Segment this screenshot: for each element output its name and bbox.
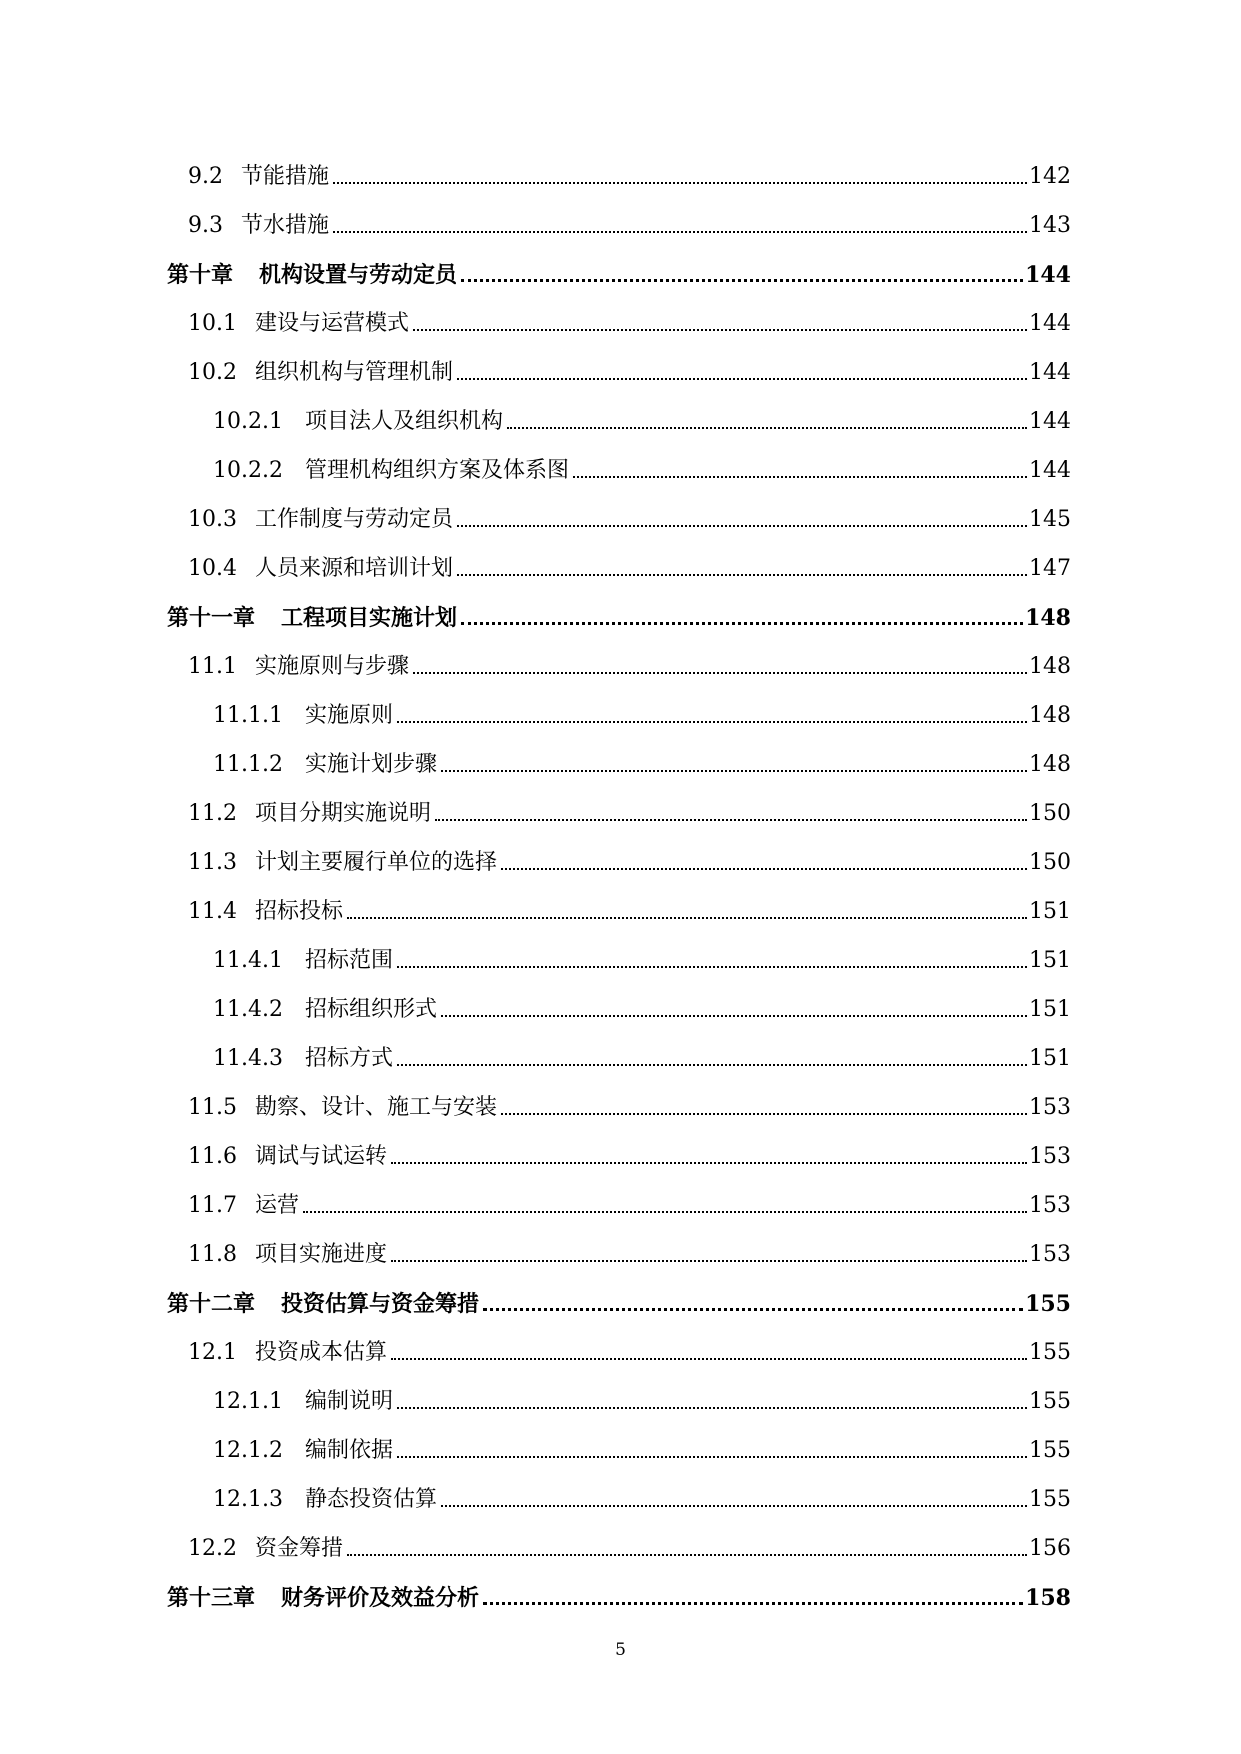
toc-entry-title: 招标方式 xyxy=(304,1046,393,1071)
toc-entry-number: 10.4 xyxy=(188,556,237,581)
toc-entry-title: 勘察、设计、施工与安装 xyxy=(254,1095,497,1120)
toc-dot-leader xyxy=(303,1211,1027,1213)
toc-chapter-entry[interactable] xyxy=(167,582,1071,631)
toc-entry-title: 项目分期实施说明 xyxy=(254,801,431,826)
toc-entry-page: 144 xyxy=(1029,458,1071,483)
toc-entry-number: 10.2.1 xyxy=(213,409,283,434)
toc-entry-page: 155 xyxy=(1029,1340,1071,1365)
toc-entry-page: 155 xyxy=(1025,1291,1071,1317)
toc-entry[interactable] xyxy=(167,876,1071,925)
toc-entry-title: 节能措施 xyxy=(241,164,330,189)
toc-entry-page: 153 xyxy=(1029,1193,1071,1218)
toc-dot-leader xyxy=(397,721,1027,723)
toc-entry-title: 项目法人及组织机构 xyxy=(304,409,503,434)
toc-dot-leader xyxy=(347,917,1027,919)
toc-entry-title: 调试与试运转 xyxy=(254,1144,387,1169)
toc-entry-page: 148 xyxy=(1029,752,1071,777)
toc-entry-page: 158 xyxy=(1025,1585,1071,1611)
toc-entry-number: 10.2.2 xyxy=(213,458,283,483)
toc-entry-title: 实施计划步骤 xyxy=(304,752,437,777)
toc-entry[interactable] xyxy=(167,925,1071,974)
toc-entry-page: 151 xyxy=(1029,948,1071,973)
toc-entry-title: 静态投资估算 xyxy=(304,1487,437,1512)
toc-dot-leader xyxy=(483,1308,1023,1311)
toc-dot-leader xyxy=(483,1602,1023,1605)
toc-entry-title: 投资成本估算 xyxy=(254,1340,387,1365)
table-of-contents xyxy=(167,141,1071,1611)
toc-entry-page: 143 xyxy=(1029,213,1071,238)
toc-entry-number: 第十一章 xyxy=(167,605,256,631)
toc-entry-title: 运营 xyxy=(254,1193,299,1218)
page-number: 5 xyxy=(615,1640,626,1660)
toc-dot-leader xyxy=(441,770,1027,772)
toc-entry-title: 招标范围 xyxy=(304,948,393,973)
toc-entry-number: 11.5 xyxy=(188,1095,237,1120)
toc-dot-leader xyxy=(457,378,1027,380)
toc-entry-number: 11.3 xyxy=(188,850,237,875)
toc-entry-page: 144 xyxy=(1029,409,1071,434)
toc-dot-leader xyxy=(397,1407,1027,1409)
toc-entry[interactable] xyxy=(167,1072,1071,1121)
toc-entry-page: 148 xyxy=(1029,654,1071,679)
toc-entry-title: 计划主要履行单位的选择 xyxy=(254,850,497,875)
toc-dot-leader xyxy=(457,574,1027,576)
toc-entry[interactable] xyxy=(167,680,1071,729)
toc-entry-page: 153 xyxy=(1029,1144,1071,1169)
toc-entry[interactable] xyxy=(167,1366,1071,1415)
toc-dot-leader xyxy=(391,1162,1027,1164)
toc-dot-leader xyxy=(501,1113,1027,1115)
toc-entry[interactable] xyxy=(167,1121,1071,1170)
toc-entry-page: 153 xyxy=(1029,1095,1071,1120)
toc-entry-number: 12.1.1 xyxy=(213,1389,283,1414)
toc-dot-leader xyxy=(397,966,1027,968)
toc-entry[interactable] xyxy=(167,1464,1071,1513)
toc-entry-number: 9.3 xyxy=(188,213,223,238)
toc-entry-number: 11.1 xyxy=(188,654,237,679)
toc-entry-title: 机构设置与劳动定员 xyxy=(259,262,458,288)
toc-entry[interactable] xyxy=(167,1317,1071,1366)
toc-entry-number: 10.2 xyxy=(188,360,237,385)
toc-entry-title: 投资估算与资金筹措 xyxy=(281,1291,480,1317)
toc-dot-leader xyxy=(441,1015,1027,1017)
toc-entry[interactable] xyxy=(167,1023,1071,1072)
toc-dot-leader xyxy=(413,329,1027,331)
toc-entry-page: 155 xyxy=(1029,1438,1071,1463)
toc-dot-leader xyxy=(461,622,1023,625)
toc-entry-number: 12.2 xyxy=(188,1536,237,1561)
toc-entry-title: 招标组织形式 xyxy=(304,997,437,1022)
toc-entry-number: 第十二章 xyxy=(167,1291,256,1317)
toc-entry[interactable] xyxy=(167,778,1071,827)
toc-entry[interactable] xyxy=(167,484,1071,533)
toc-chapter-entry[interactable] xyxy=(167,1268,1071,1317)
toc-entry-number: 11.4 xyxy=(188,899,237,924)
toc-entry-title: 编制说明 xyxy=(304,1389,393,1414)
toc-chapter-entry[interactable] xyxy=(167,239,1071,288)
toc-chapter-entry[interactable] xyxy=(167,1562,1071,1611)
toc-entry-page: 145 xyxy=(1029,507,1071,532)
toc-entry-title: 实施原则与步骤 xyxy=(254,654,409,679)
toc-dot-leader xyxy=(347,1554,1027,1556)
toc-dot-leader xyxy=(435,819,1027,821)
toc-dot-leader xyxy=(397,1064,1027,1066)
toc-dot-leader xyxy=(457,525,1027,527)
toc-entry[interactable] xyxy=(167,190,1071,239)
toc-entry[interactable] xyxy=(167,435,1071,484)
toc-entry[interactable] xyxy=(167,1415,1071,1464)
toc-entry-number: 11.6 xyxy=(188,1144,237,1169)
toc-entry[interactable] xyxy=(167,386,1071,435)
toc-entry[interactable] xyxy=(167,1170,1071,1219)
toc-entry-number: 第十三章 xyxy=(167,1585,256,1611)
toc-entry-number: 12.1.2 xyxy=(213,1438,283,1463)
toc-entry-title: 组织机构与管理机制 xyxy=(254,360,453,385)
toc-entry-number: 12.1 xyxy=(188,1340,237,1365)
toc-entry-title: 编制依据 xyxy=(304,1438,393,1463)
toc-dot-leader xyxy=(573,476,1027,478)
toc-dot-leader xyxy=(391,1358,1027,1360)
toc-entry-page: 142 xyxy=(1029,164,1071,189)
toc-dot-leader xyxy=(413,672,1027,674)
toc-entry[interactable] xyxy=(167,827,1071,876)
toc-entry-number: 11.7 xyxy=(188,1193,237,1218)
toc-entry-title: 招标投标 xyxy=(254,899,343,924)
toc-entry-page: 151 xyxy=(1029,1046,1071,1071)
toc-entry-page: 155 xyxy=(1029,1389,1071,1414)
toc-entry-page: 151 xyxy=(1029,997,1071,1022)
toc-entry[interactable] xyxy=(167,141,1071,190)
toc-entry-title: 工程项目实施计划 xyxy=(281,605,458,631)
toc-entry-number: 12.1.3 xyxy=(213,1487,283,1512)
toc-entry-page: 144 xyxy=(1025,262,1071,288)
toc-entry-number: 11.8 xyxy=(188,1242,237,1267)
toc-entry-page: 148 xyxy=(1025,605,1071,631)
toc-entry-page: 147 xyxy=(1029,556,1071,581)
toc-dot-leader xyxy=(441,1505,1027,1507)
toc-entry-number: 11.4.1 xyxy=(213,948,283,973)
toc-entry-number: 11.1.2 xyxy=(213,752,283,777)
toc-entry-page: 150 xyxy=(1029,850,1071,875)
toc-entry-page: 153 xyxy=(1029,1242,1071,1267)
toc-entry-page: 144 xyxy=(1029,311,1071,336)
toc-entry-title: 管理机构组织方案及体系图 xyxy=(304,458,569,483)
toc-entry-title: 人员来源和培训计划 xyxy=(254,556,453,581)
toc-entry-title: 实施原则 xyxy=(304,703,393,728)
toc-entry-number: 11.1.1 xyxy=(213,703,283,728)
toc-entry[interactable] xyxy=(167,1513,1071,1562)
toc-entry-page: 144 xyxy=(1029,360,1071,385)
toc-dot-leader xyxy=(391,1260,1027,1262)
toc-entry[interactable] xyxy=(167,729,1071,778)
toc-entry-page: 151 xyxy=(1029,899,1071,924)
toc-entry-number: 11.4.3 xyxy=(213,1046,283,1071)
toc-entry-number: 第十章 xyxy=(167,262,234,288)
toc-entry-number: 9.2 xyxy=(188,164,223,189)
toc-entry[interactable] xyxy=(167,533,1071,582)
toc-entry-page: 150 xyxy=(1029,801,1071,826)
toc-entry[interactable] xyxy=(167,631,1071,680)
toc-entry[interactable] xyxy=(167,974,1071,1023)
toc-entry-page: 155 xyxy=(1029,1487,1071,1512)
toc-entry-page: 148 xyxy=(1029,703,1071,728)
toc-entry-title: 资金筹措 xyxy=(254,1536,343,1561)
toc-entry[interactable] xyxy=(167,337,1071,386)
toc-entry-number: 11.4.2 xyxy=(213,997,283,1022)
toc-dot-leader xyxy=(461,279,1023,282)
toc-dot-leader xyxy=(397,1456,1027,1458)
toc-entry-title: 建设与运营模式 xyxy=(254,311,409,336)
toc-entry-title: 工作制度与劳动定员 xyxy=(254,507,453,532)
toc-entry-page: 156 xyxy=(1029,1536,1071,1561)
toc-entry-title: 财务评价及效益分析 xyxy=(281,1585,480,1611)
toc-entry-title: 节水措施 xyxy=(241,213,330,238)
toc-entry[interactable] xyxy=(167,288,1071,337)
toc-entry-title: 项目实施进度 xyxy=(254,1242,387,1267)
toc-dot-leader xyxy=(501,868,1027,870)
toc-entry-number: 10.1 xyxy=(188,311,237,336)
toc-dot-leader xyxy=(333,182,1027,184)
toc-entry[interactable] xyxy=(167,1219,1071,1268)
toc-entry-number: 11.2 xyxy=(188,801,237,826)
toc-dot-leader xyxy=(507,427,1027,429)
toc-entry-number: 10.3 xyxy=(188,507,237,532)
toc-dot-leader xyxy=(333,231,1027,233)
